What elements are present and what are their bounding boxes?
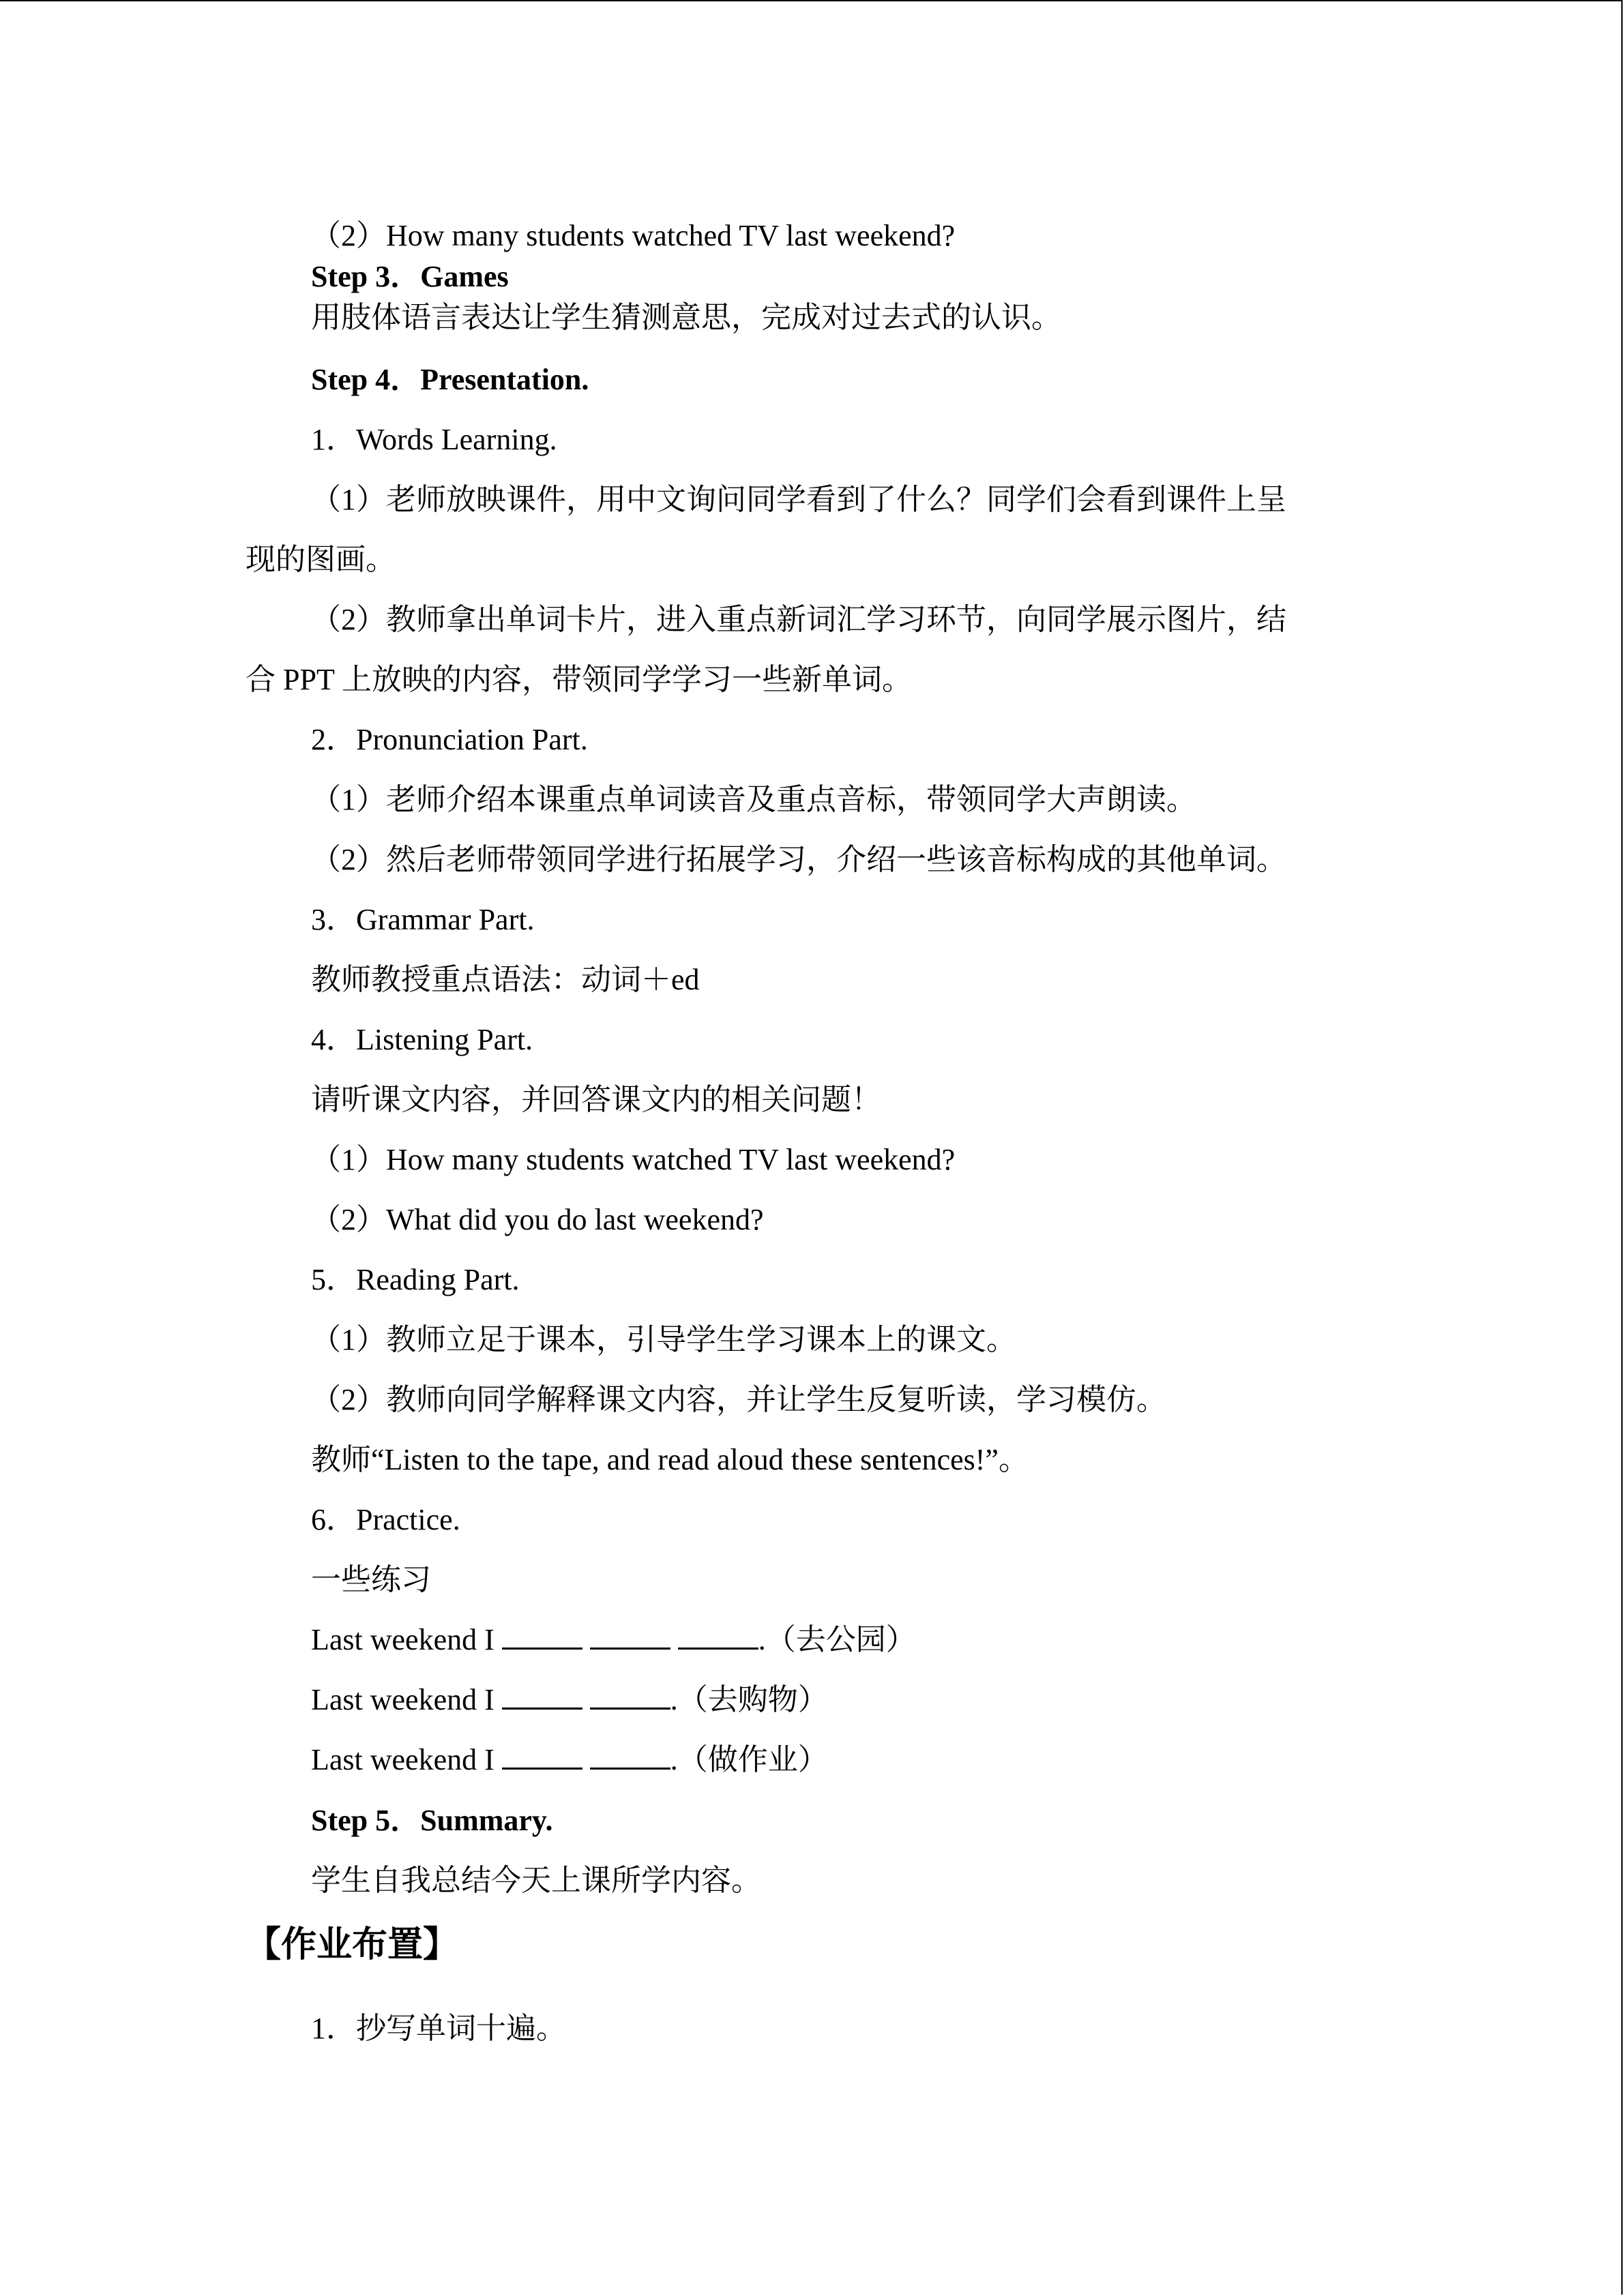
paragraph: 学生自我总结今天上课所学内容。 [311, 1864, 761, 1897]
exercise-line [311, 1741, 828, 1779]
paragraph: （2）教师拿出单词卡片，进入重点新词汇学习环节，向同学展示图片，结 [311, 603, 1286, 636]
exercise-hint: .（做作业） [670, 1743, 828, 1776]
paragraph: 教师教授重点语法：动词＋ed [311, 963, 700, 996]
question-line: （2）How many students watched TV last weekend? [311, 219, 956, 252]
answer-blank [590, 1742, 670, 1770]
paragraph: 一些练习 [311, 1563, 431, 1596]
answer-blank [502, 1622, 582, 1650]
answer-blank [678, 1622, 758, 1650]
paragraph: 用肢体语言表达让学生猜测意思，完成对过去式的认识。 [311, 301, 1061, 334]
exercise-line [311, 1621, 916, 1659]
paragraph: （1）老师放映课件，用中文询问同学看到了什么？同学们会看到课件上呈 [311, 483, 1286, 516]
subsection-heading: 2．Pronunciation Part. [311, 723, 588, 756]
exercise-prefix: Last weekend I [311, 1743, 494, 1776]
question-line: （2）What did you do last weekend? [311, 1203, 764, 1236]
paragraph: （1）教师立足于课本，引导学生学习课本上的课文。 [311, 1323, 1016, 1356]
answer-blank [502, 1742, 582, 1770]
paragraph: （2）教师向同学解释课文内容，并让学生反复听读，学习模仿。 [311, 1383, 1166, 1416]
subsection-heading: 5．Reading Part. [311, 1263, 520, 1296]
paragraph: （1）老师介绍本课重点单词读音及重点音标，带领同学大声朗读。 [311, 783, 1196, 816]
paragraph: 合 PPT 上放映的内容，带领同学学习一些新单词。 [246, 663, 913, 696]
step-5-heading: Step 5．Summary. [311, 1804, 553, 1837]
exercise-hint: .（去购物） [670, 1683, 828, 1716]
paragraph: （2）然后老师带领同学进行拓展学习，介绍一些该音标构成的其他单词。 [311, 843, 1286, 876]
exercise-prefix: Last weekend I [311, 1623, 494, 1656]
subsection-heading: 3．Grammar Part. [311, 903, 535, 936]
homework-item: 1．抄写单词十遍。 [311, 2012, 566, 2045]
exercise-line [311, 1681, 828, 1719]
subsection-heading: 4．Listening Part. [311, 1023, 533, 1056]
step-3-heading: Step 3．Games [311, 260, 509, 293]
answer-blank [590, 1682, 670, 1710]
paragraph: 教师“Listen to the tape, and read aloud these sentences!”。 [311, 1443, 1029, 1476]
exercise-prefix: Last weekend I [311, 1683, 494, 1716]
answer-blank [502, 1682, 582, 1710]
answer-blank [590, 1622, 670, 1650]
paragraph: 请听课文内容，并回答课文内的相关问题！ [311, 1083, 881, 1116]
step-4-heading: Step 4．Presentation. [311, 363, 589, 396]
subsection-heading: 6．Practice. [311, 1503, 460, 1536]
exercise-hint: .（去公园） [758, 1623, 916, 1656]
question-line: （1）How many students watched TV last weekend? [311, 1143, 956, 1176]
homework-heading: 【作业布置】 [246, 1924, 459, 1965]
paragraph: 现的图画。 [246, 543, 396, 576]
subsection-heading: 1．Words Learning. [311, 423, 557, 456]
